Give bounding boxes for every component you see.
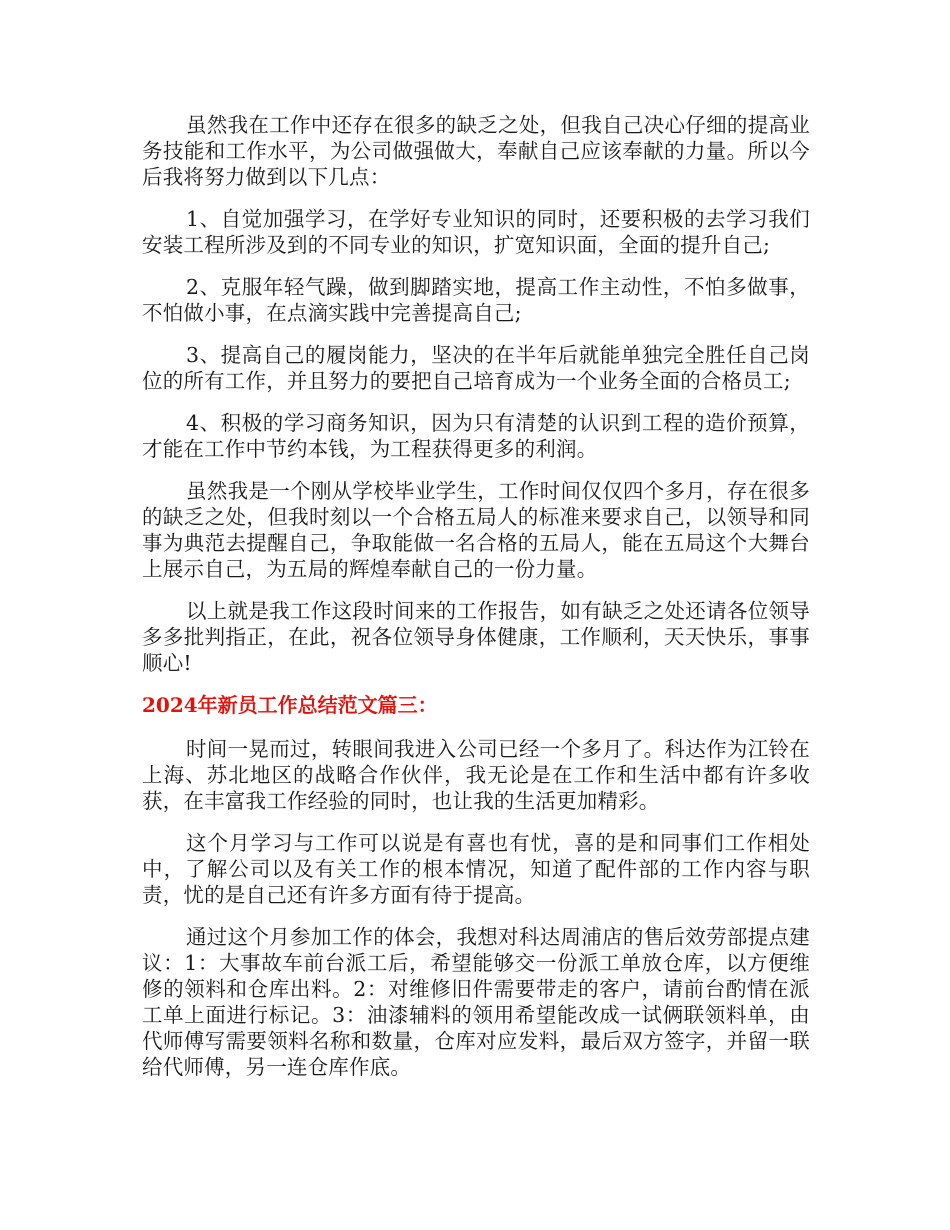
- paragraph-section3-intro: 时间一晃而过，转眼间我进入公司已经一个多月了。科达作为江铃在上海、苏北地区的战略合作伙伴，我无论是在工作和生活中都有许多收获，在丰富我工作经验的同时，也让我的生活更加精彩。: [142, 737, 810, 813]
- paragraph-point-2: 2、克服年轻气躁，做到脚踏实地，提高工作主动性，不怕多做事，不怕做小事，在点滴实践中完善提高自己;: [142, 275, 810, 325]
- paragraph-intro: 虽然我在工作中还存在很多的缺乏之处，但我自己决心仔细的提高业务技能和工作水平，为公司做强做大，奉献自己应该奉献的力量。所以今后我将努力做到以下几点：: [142, 113, 810, 189]
- paragraph-closing: 以上就是我工作这段时间来的工作报告，如有缺乏之处还请各位领导多多批判指正，在此，祝各位领导身体健康，工作顺利，天天快乐，事事顺心!: [142, 599, 810, 675]
- paragraph-section3-month: 这个月学习与工作可以说是有喜也有忧，喜的是和同事们工作相处中，了解公司以及有关工作的根本情况，知道了配件部的工作内容与职责，忧的是自己还有许多方面有待于提高。: [142, 831, 810, 907]
- paragraph-section3-suggestions: 通过这个月参加工作的体会，我想对科达周浦店的售后效劳部提点建议：1：大事故车前台派工后，希望能够交一份派工单放仓库，以方便维修的领料和仓库出料。2：对维修旧件需要带走的客户，请前台酌情在派工单上面进行标记。3：油漆辅料的领用希望能改成一试俩联领料单，由代师傅写需要领料名称和数量，仓库对应发料，最后双方签字，并留一联给代师傅，另一连仓库作底。: [142, 925, 810, 1079]
- document-page: [142, 112, 810, 1096]
- paragraph-self-reflection: 虽然我是一个刚从学校毕业学生，工作时间仅仅四个多月，存在很多的缺乏之处，但我时刻以一个合格五局人的标准来要求自己，以领导和同事为典范去提醒自己，争取能做一名合格的五局人，能在五局这个大舞台上展示自己，为五局的辉煌奉献自己的一份力量。: [142, 479, 810, 581]
- paragraph-point-1: 1、自觉加强学习，在学好专业知识的同时，还要积极的去学习我们安装工程所涉及到的不同专业的知识，扩宽知识面，全面的提升自己;: [142, 207, 810, 257]
- paragraph-point-3: 3、提高自己的履岗能力，坚决的在半年后就能单独完全胜任自己岗位的所有工作，并且努力的要把自己培育成为一个业务全面的合格员工;: [142, 343, 810, 393]
- paragraph-point-4: 4、积极的学习商务知识，因为只有清楚的认识到工程的造价预算，才能在工作中节约本钱，为工程获得更多的利润。: [142, 411, 810, 461]
- section-heading: 2024年新员工作总结范文篇三：: [142, 693, 438, 717]
